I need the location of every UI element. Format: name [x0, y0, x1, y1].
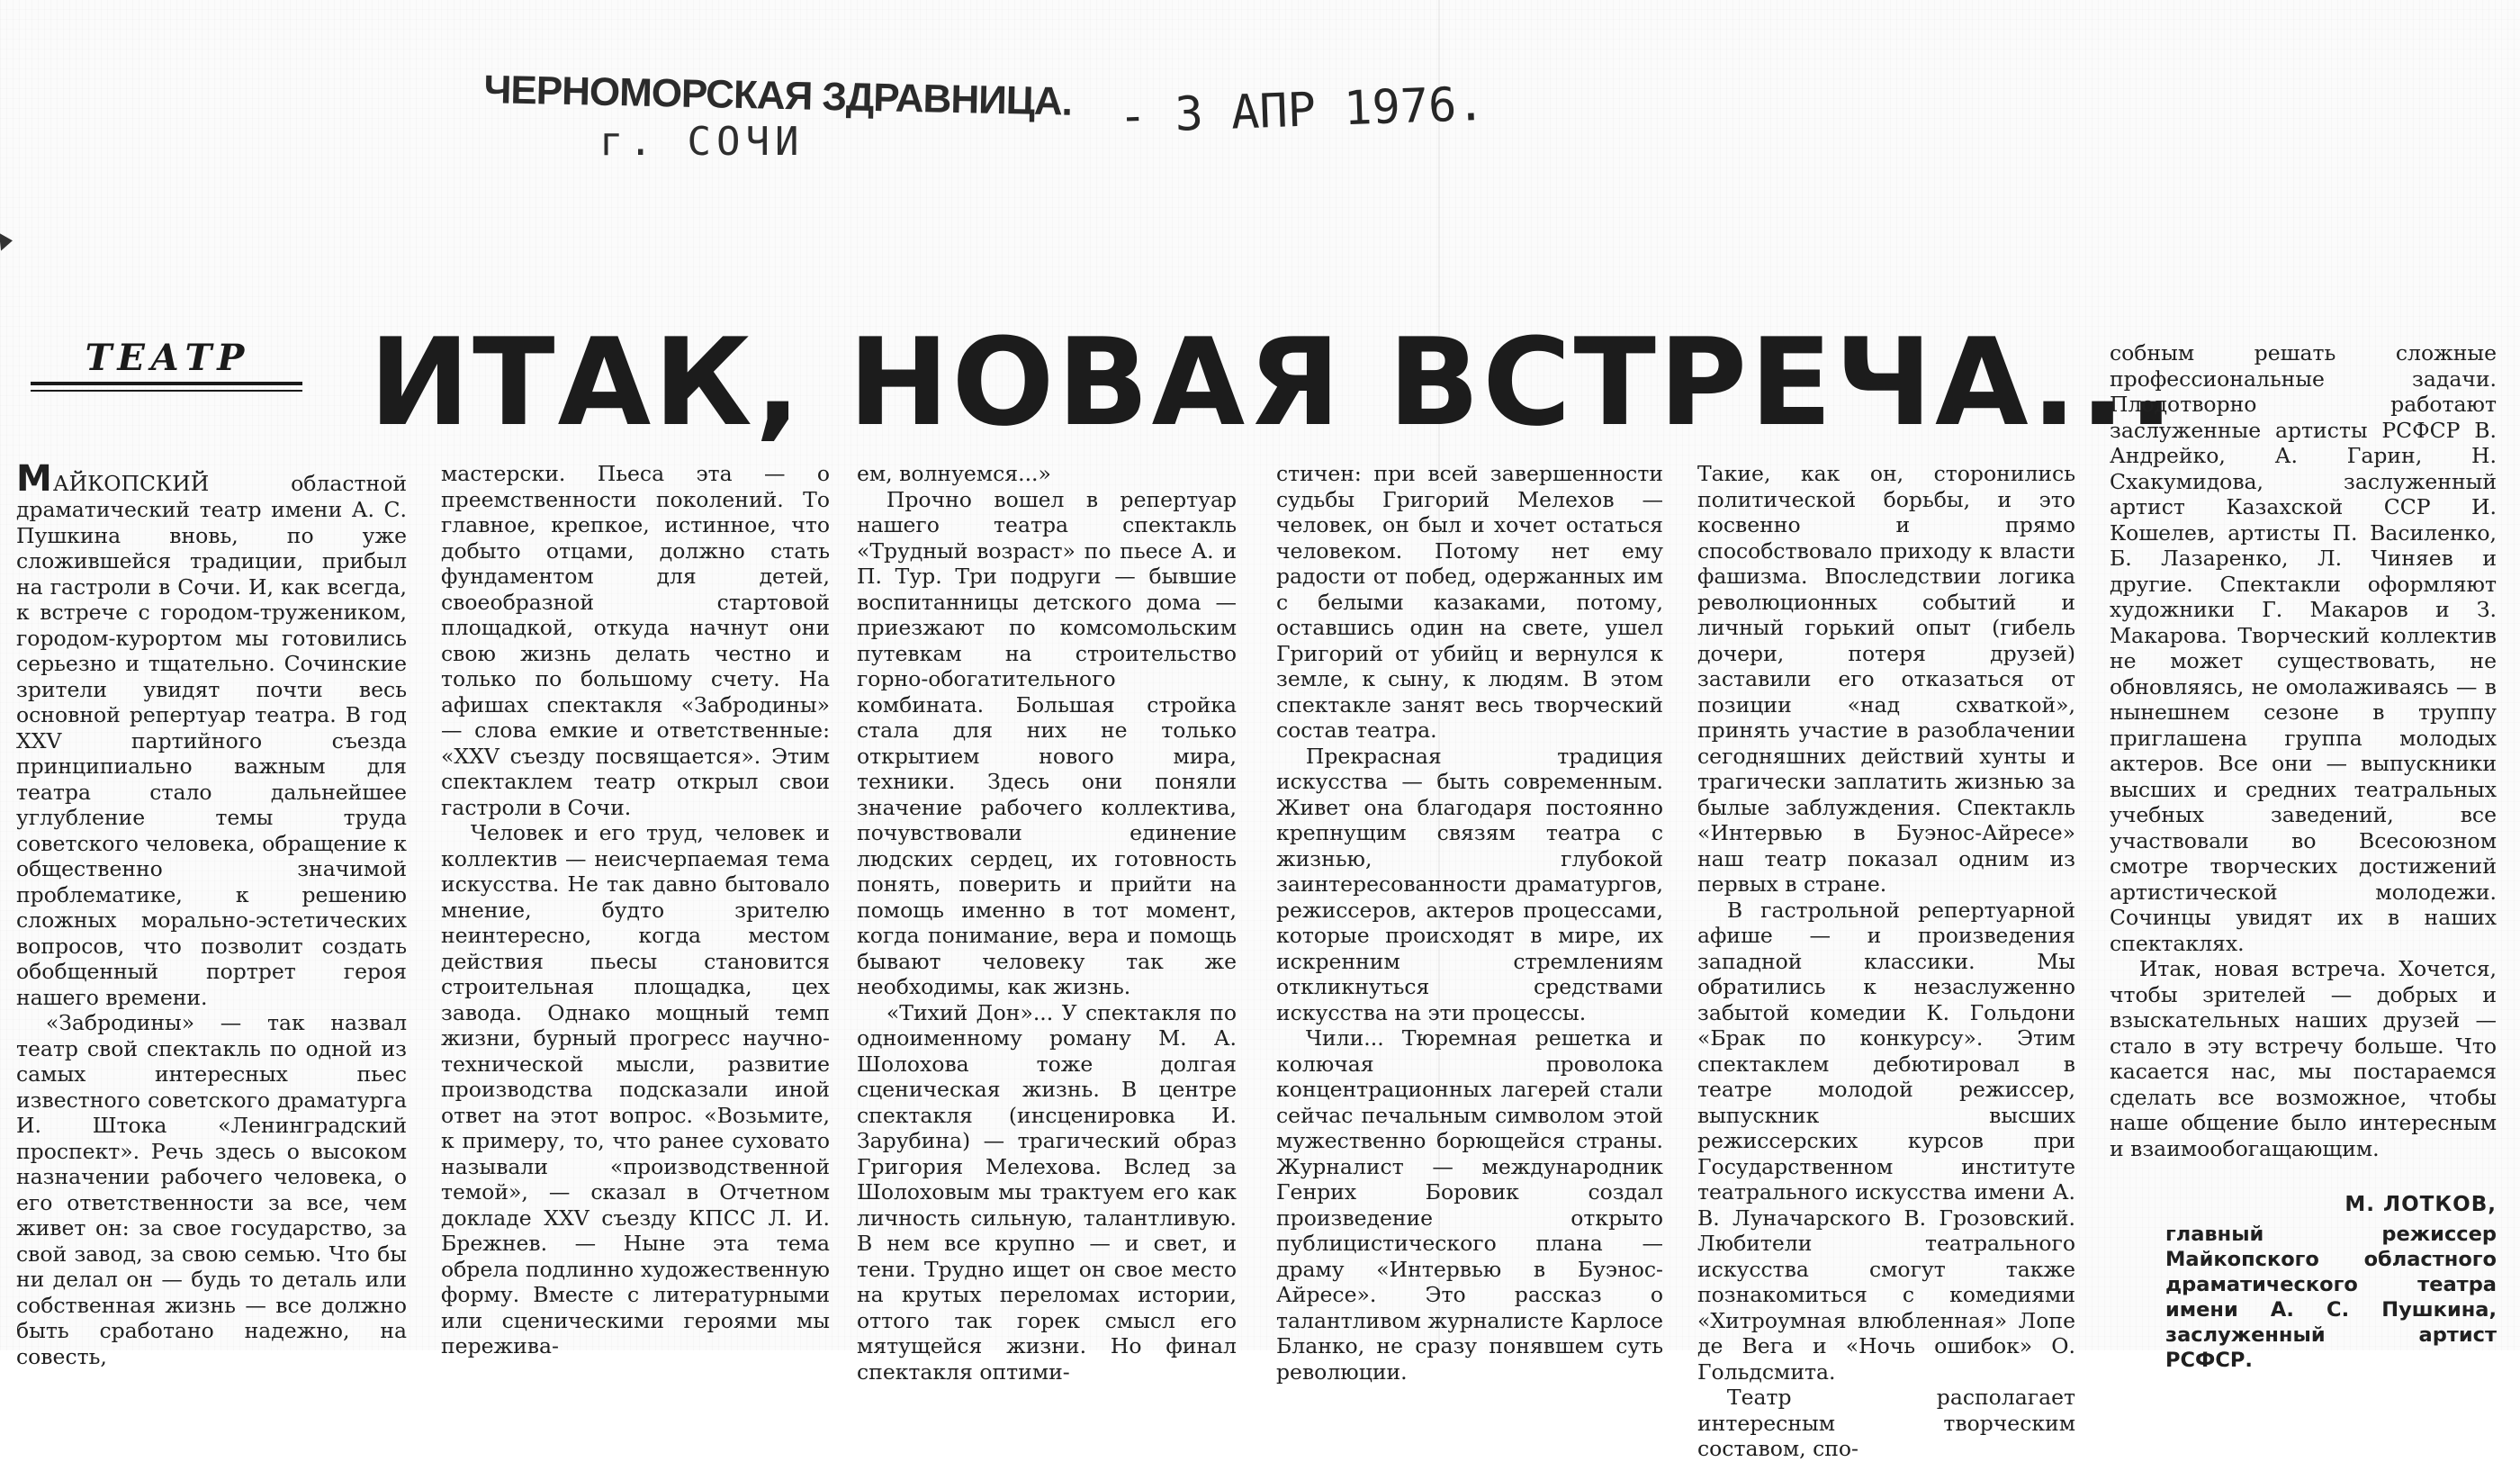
article-paragraph: Человек и его труд, человек и коллектив — неисчерпаемая тема искусства. Не так давно бытовало мнение, будто зрителю неинтересно, когда местом действия пьесы становится строительная площадка, цех завода. Однако мощный темп жизни, бурный прогресс научно-технической мысли, развитие производства подсказали иной ответ на этот вопрос. «Возьмите, к примеру, то, что ранее суховато называли «производственной темой», — сказал в Отчетном докладе XXV съезду КПСС Л. И. Брежнев. — Ныне эта тема обрела подлинно художественную форму. Вместе с литературными или сценическими героями мы пережива-	[441, 820, 830, 1358]
article-paragraph-text: АЙКОПСКИЙ областной драматический театр имени А. С. Пушкина вновь, по уже сложившейся традиции, прибыл на гастроли в Сочи. И, как всегда, к встрече с городом-тружеником, городом-курортом мы готовились серьезно и тщательно. Сочинские зрители увидят почти весь основной репертуар театра. В год XXV партийного съезда принципиально важным для театра стало дальнейшее углубление темы труда советского человека, обращение к общественно значимой проблематике, к решению сложных морально-эстетических вопросов, что позволит создать обобщенный портрет героя нашего времени.	[16, 471, 407, 1010]
article-paragraph: стичен: при всей завершенности судьбы Григорий Мелехов — человек, он был и хочет остаться человеком. Потому нет ему радости от побед, одержанных им с белыми казаками, потому, оставшись один на свете, ушел Григорий от убийц и вернулся к земле, к сыну, к людям. В этом спектакле занят весь творческий состав театра.	[1276, 461, 1663, 743]
article-paragraph: «Забродины» — так назвал театр свой спектакль по одной из самых интересных пьес известного советского драматурга И. Штока «Ленинградский проспект». Речь здесь о высоком назначении рабочего человека, о его ответственности за все, чем живет он: за свое государство, за свой завод, за свою семью. Что бы ни делал он — будь то деталь или собственная жизнь — все должно быть сработано надежно, на совесть,	[16, 1010, 407, 1369]
author-signature	[2110, 1192, 2497, 1373]
article-paragraph: «Тихий Дон»... У спектакля по одноименному роману М. А. Шолохова тоже долгая сценическая жизнь. В центре спектакля (инсценировка И. Зарубина) — трагический образ Григория Мелехова. Вслед за Шолоховым мы трактуем его как личность сильную, талантливую. В нем все крупно — и свет, и тени. Трудно ищет он свое место на крутых переломах истории, оттого так горек смысл его мятущейся жизни. Но финал спектакля оптими-	[857, 999, 1237, 1385]
article-column-4	[1276, 461, 1664, 1385]
article-paragraph	[16, 458, 407, 1010]
clipping-edge-mark	[0, 231, 14, 250]
article-paragraph: Такие, как он, сторонились политической борьбы, и это косвенно и прямо способствовало приходу к власти фашизма. Впоследствии логика революционных событий и личный горький опыт (гибель дочери, потеря друзей) заставили его отказаться от позиции «над схваткой», принять участие в разоблачении сегодняшних действий хунты и трагически заплатить жизнью за былые заблуждения. Спектакль «Интервью в Буэнос-Айресе» наш театр показал одним из первых в стране.	[1697, 461, 2075, 897]
article-paragraph: мастерски. Пьеса эта — о преемственности поколений. То главное, крепкое, истинное, что добыто отцами, должно стать фундаментом для детей, своеобразной стартовой площадкой, откуда начнут они свою жизнь делать честно и только по большому счету. На афишах спектакля «Забродины» — слова емкие и ответственные: «XXV съезду посвящается». Этим спектаклем театр открыл свои гастроли в Сочи.	[441, 461, 830, 820]
article-column-6	[2110, 340, 2497, 1372]
article-paragraph: Чили... Тюремная решетка и колючая проволока концентрационных лагерей стали сейчас печальным символом этой мужественно борющейся страны. Журналист — международник Генрих Боровик создал произведение открыто публицистического плана — драму «Интервью в Буэнос-Айресе». Это рассказ о талантливом журналисте Карлосе Бланко, не сразу понявшем суть революции.	[1276, 1025, 1664, 1385]
article-paragraph: В гастрольной репертуарной афише — и произведения западной классики. Мы обратились к незаслуженно забытой комедии К. Гольдони «Брак по конкурсу». Этим спектаклем дебютировал в театре молодой режиссер, выпускник высших режиссерских курсов при Государственном институте театрального искусства имени А. В. Луначарского В. Грозовский. Любители театрального искусства смогут также познакомиться с комедиями «Хитроумная влюбленная» Лопе де Вега и «Ночь ошибок» О. Гольдсмита.	[1697, 897, 2075, 1385]
author-role: главный режиссер Майкопского областного драматического театра имени А. С. Пушкина, заслуженный артист РСФСР.	[2165, 1222, 2497, 1372]
article-paragraph: собным решать сложные профессиональные задачи. Плодотворно работают заслуженные артисты РСФСР В. Андрейко, А. Гарин, Н. Схакумидова, заслуженный артист Казахской ССР И. Кошелев, артисты П. Василенко, Б. Лазаренко, Л. Чиняев и другие. Спектакли оформляют художники Г. Макаров и З. Макарова. Творческий коллектив не может существовать, не обновляясь, не омолаживаясь — в нынешнем сезоне в труппу приглашена группа молодых актеров. Все они — выпускники высших и средних театральных учебных заведений, все участвовали во Всесоюзном смотре творческих достижений артистической молодежи. Сочинцы увидят их в наших спектаклях.	[2110, 340, 2497, 956]
article-column-1	[16, 458, 407, 1369]
newspaper-city-stamp: г. СОЧИ	[599, 119, 805, 165]
section-rule-thick	[31, 382, 302, 385]
article-headline: ИТАК, НОВАЯ ВСТРЕЧА...	[369, 312, 2177, 453]
article-paragraph: Прочно вошел в репертуар нашего театра спектакль «Трудный возраст» по пьесе А. и П. Тур. Три подруги — бывшие воспитанницы детского дома — приезжают по комсомольским путевкам на строительство горно-обогатительного комбината. Большая стройка стала для них не только открытием нового мира, техники. Здесь они поняли значение рабочего коллектива, почувствовали единение людских сердец, их готовность понять, поверить и прийти на помощь именно в тот момент, когда понимание, вера и помощь бывают человеку так же необходимы, как жизнь.	[857, 486, 1237, 999]
article-column-5	[1697, 461, 2075, 1461]
section-rule-thin	[31, 390, 302, 392]
article-paragraph: Театр располагает интересным творческим составом, спо-	[1697, 1385, 2075, 1461]
article-column-3	[857, 461, 1237, 1385]
article-paragraph: Прекрасная традиция искусства — быть современным. Живет она благодаря постоянно крепнущим связям театра с жизнью, глубокой заинтересованности драматургов, режиссеров, актеров процессами, которые происходят в мире, их искренним стремлениям откликнуться средствами искусства на эти процессы.	[1276, 743, 1663, 1025]
article-column-2	[441, 461, 830, 1358]
drop-cap: М	[16, 458, 53, 500]
author-name: М. ЛОТКОВ,	[2344, 1193, 2497, 1216]
article-paragraph: Итак, новая встреча. Хочется, чтобы зрителей — добрых и взыскательных наших друзей — стало в эту встречу больше. Что касается нас, мы постараемся сделать все возможное, чтобы наше общение было интересным и взаимообогащающим.	[2110, 956, 2497, 1161]
newspaper-name-stamp: ЧЕРНОМОРСКАЯ ЗДРАВНИЦА.	[483, 68, 1073, 124]
article-paragraph: ем, волнуемся...»	[857, 461, 1051, 486]
date-stamp: - 3 АПР 1976.	[1117, 77, 1486, 144]
section-label: ТЕАТР	[85, 337, 250, 379]
